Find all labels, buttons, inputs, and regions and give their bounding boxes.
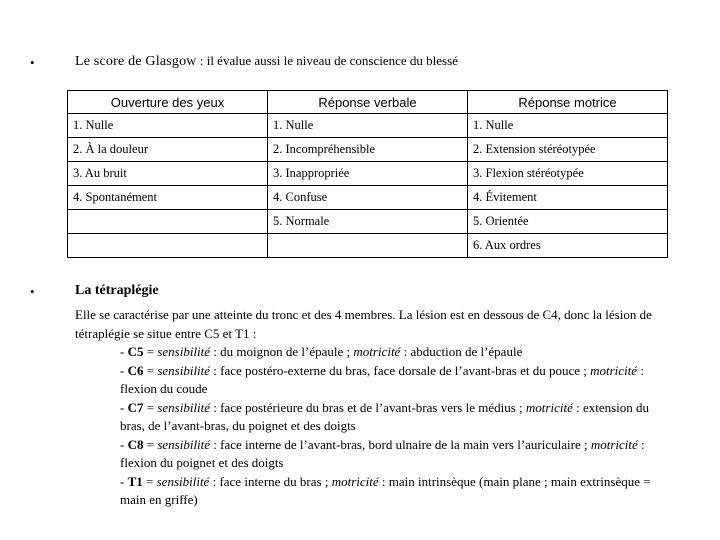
list-item [120, 399, 660, 436]
level-label: C8 [127, 436, 144, 452]
table-cell [68, 210, 268, 234]
list-item [120, 362, 660, 399]
sensibilite-text: : face interne du bras ; [209, 473, 332, 489]
motricite-text: : abduction de l’épaule [400, 344, 523, 359]
table-cell: 6. Aux ordres [468, 234, 668, 258]
table-cell: 1. Nulle [468, 114, 668, 138]
table-row [68, 186, 668, 210]
table-cell: 3. Inappropriée [268, 162, 468, 186]
table-cell: 3. Flexion stéréotypée [468, 162, 668, 186]
motricite-text: : flexion du coude [120, 362, 644, 396]
level-label: C6 [127, 362, 144, 378]
table-cell: 5. Normale [268, 210, 468, 234]
motricite-text: : main intrinsèque (main plane ; main extrinsèque = main en griffe) [120, 473, 651, 507]
bullet-glasgow: • [30, 55, 35, 70]
table-cell: 3. Au bruit [68, 162, 268, 186]
item-dash: - [120, 436, 128, 452]
sensibilite-label: sensibilité [157, 436, 211, 452]
table-cell: 1. Nulle [268, 114, 468, 138]
motricite-label: motricité [525, 399, 573, 415]
level-label: T1 [127, 473, 143, 489]
header-eyes: Ouverture des yeux [68, 91, 268, 114]
table-cell: 4. Spontanément [68, 186, 268, 210]
table-cell [268, 234, 468, 258]
header-verbal: Réponse verbale [268, 91, 468, 114]
item-eq: = [142, 473, 157, 489]
table-cell: 2. Extension stéréotypée [468, 138, 668, 162]
sensibilite-text: : face postérieure du bras et de l’avant-bras vers le médius ; [210, 399, 526, 415]
item-eq: = [143, 436, 158, 452]
item-dash: - [120, 344, 128, 359]
motricite-label: motricité [590, 436, 638, 452]
table-cell: 1. Nulle [68, 114, 268, 138]
level-list [120, 343, 660, 510]
table-row [68, 114, 668, 138]
table-row [68, 210, 668, 234]
table-cell: 4. Confuse [268, 186, 468, 210]
item-dash: - [120, 473, 128, 489]
sensibilite-text: : du moignon de l’épaule ; [210, 344, 354, 359]
motricite-label: motricité [331, 473, 379, 489]
table-row [68, 234, 668, 258]
item-eq: = [143, 399, 158, 415]
level-label: C5 [127, 344, 144, 359]
list-item [120, 343, 660, 362]
header-motor: Réponse motrice [468, 91, 668, 114]
glasgow-title: Le score de Glasgow [75, 54, 197, 69]
sensibilite-label: sensibilité [157, 344, 211, 359]
item-dash: - [120, 399, 128, 415]
table-cell: 4. Évitement [468, 186, 668, 210]
motricite-text: : flexion du poignet et des doigts [120, 436, 645, 470]
table-cell [68, 234, 268, 258]
table-header-row [68, 91, 668, 114]
level-label: C7 [127, 399, 144, 415]
item-dash: - [120, 362, 128, 378]
table-cell: 5. Orientée [468, 210, 668, 234]
item-eq: = [143, 362, 158, 378]
glasgow-table [67, 90, 668, 258]
motricite-label: motricité [353, 344, 401, 359]
tetraplegie-title: La tétraplégie [75, 283, 159, 298]
glasgow-heading [75, 53, 458, 70]
table-row [68, 162, 668, 186]
glasgow-subtitle: : il évalue aussi le niveau de conscience du blessé [196, 53, 458, 68]
sensibilite-text: : face postéro-externe du bras, face dorsale de l’avant-bras et du pouce ; [210, 362, 591, 378]
motricite-text: : extension du bras, de l’avant-bras, du poignet et des doigts [120, 399, 650, 433]
sensibilite-label: sensibilité [157, 362, 211, 378]
sensibilite-text: : face interne de l’avant-bras, bord ulnaire de la main vers l’auriculaire ; [210, 436, 591, 452]
sensibilite-label: sensibilité [156, 473, 210, 489]
table-cell: 2. Incompréhensible [268, 138, 468, 162]
item-eq: = [143, 344, 158, 359]
table-row [68, 138, 668, 162]
motricite-label: motricité [590, 362, 638, 378]
list-item [120, 436, 660, 473]
list-item [120, 473, 660, 510]
sensibilite-label: sensibilité [157, 399, 211, 415]
tetraplegie-intro: Elle se caractérise par une atteinte du tronc et des 4 membres. La lésion est en dessous de C4, donc la lésion de tétraplégie se situe entre C5 et T1 : [75, 307, 652, 341]
bullet-tetraplegie: • [30, 284, 35, 299]
table-cell: 2. À la douleur [68, 138, 268, 162]
